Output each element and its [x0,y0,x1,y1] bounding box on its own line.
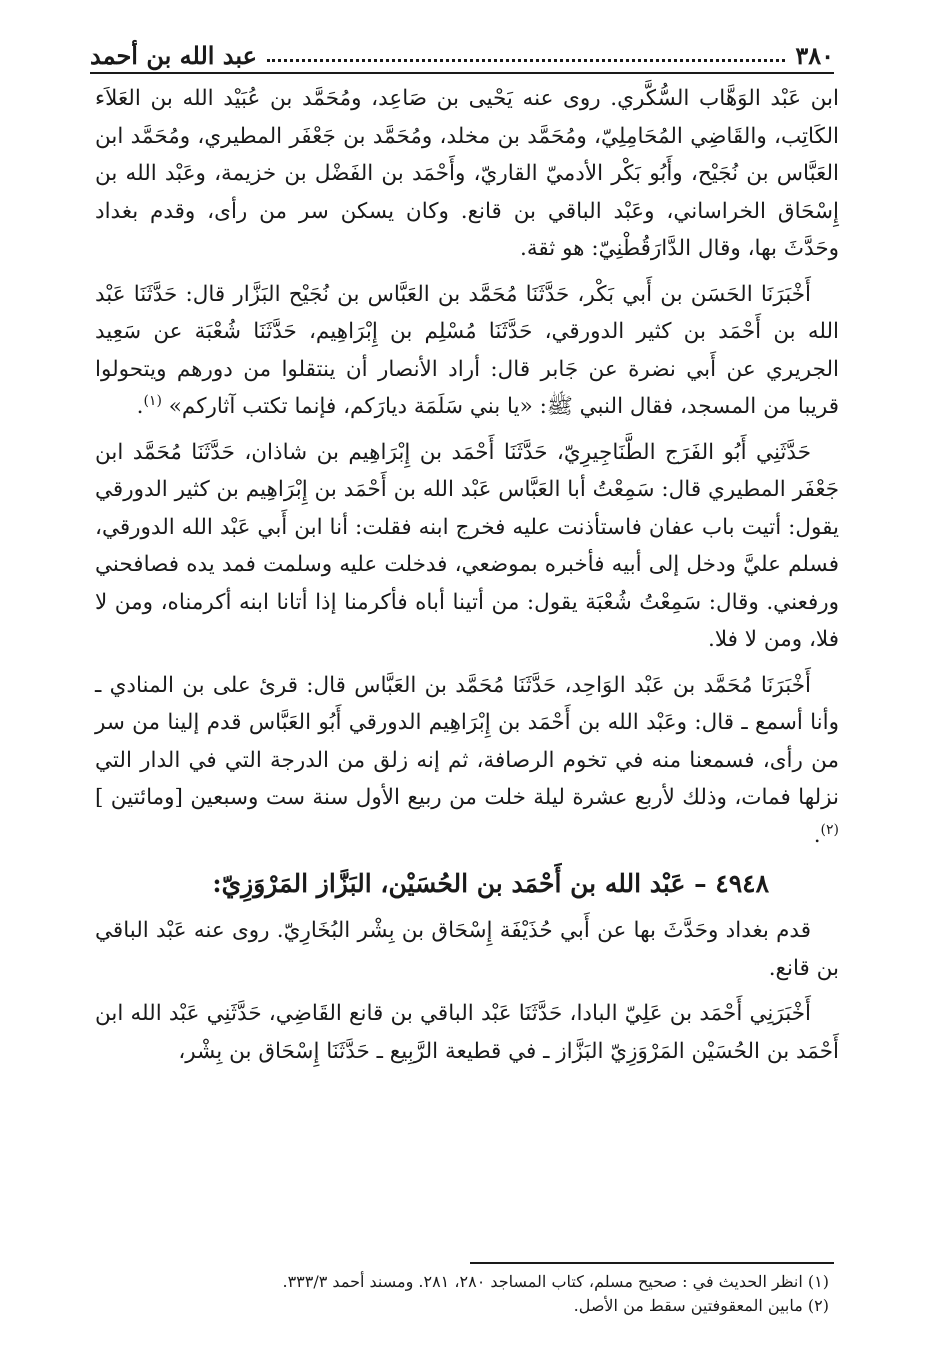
running-title: عبد الله بن أحمد [90,41,257,70]
footnote-rule [470,1262,834,1264]
paragraph: ابن عَبْد الوَهَّاب السُّكَّري. روى عنه يَحْيى بن صَاعِد، ومُحَمَّد بن عُبَيْد الله بن العَلاَء الكَاتِب، والقَاضِي المُحَامِلِيّ، ومُحَمَّد بن مخلد، ومُحَمَّد بن جَعْفَر المطيري، ومُحَمَّد ابن العَبَّاس بن نُجَيْح، وأَبُو بَكْر الأدميّ القاريّ، وأَحْمَد بن الفَضْل بن خزيمة، وعَبْد الله بن إِسْحَاق الخراساني، وعَبْد الباقي بن قانع. وكان يسكن سر من رأى، وقدم بغداد وحَدَّثَ بها، وقال الدَّارَقُطْنِيّ: هو ثقة. [95,86,839,261]
paragraph: قدم بغداد وحَدَّثَ بها عن أَبي حُذَيْفَة إِسْحَاق بن بِشْر البُخَارِيّ. روى عنه عَبْد الباقي بن قانع. [95,918,839,981]
footnote-ref: (١) [143,392,162,409]
paragraph: حَدَّثَنِي أَبُو الفَرَج الطَّنَاجِيرِيّ، حَدَّثَنَا أَحْمَد بن إِبْرَاهِيم بن شاذان، حَدَّثَنَا مُحَمَّد ابن جَعْفَر المطيري قال: سَمِعْتُ أبا العَبَّاس عَبْد الله بن أَحْمَد بن إِبْرَاهِيم بن كثير الدورقي يقول: أتيت باب عفان فاستأذنت عليه فخرج ابنه فقلت: أنا ابن أَبي عَبْد الله الدورقي، فسلم عليَّ ودخل إلى أبيه فأخبره بموضعي، فدخلت عليه وسلمت فمد يده فصافحني ورفعني. وقال: سَمِعْتُ شُعْبَة يقول: من أتينا أباه فأكرمنا إذا أتانا ابنه أكرمناه، ومن لا فلا، ومن لا فلا. [95,439,839,652]
page-header [90,30,834,70]
paragraph: أَخْبَرَنَا الحَسَن بن أَبي بَكْر، حَدَّثَنَا مُحَمَّد بن العَبَّاس بن نُجَيْح البَزَّار قال: حَدَّثَنَا عَبْد الله بن أَحْمَد بن كثير الدورقي، حَدَّثَنَا مُسْلِم بن إِبْرَاهِيم، حَدَّثَنَا شُعْبَة عن سَعِيد الجريري عن أَبي نضرة عن جَابر قال: أراد الأنصار أن ينتقلوا من دورهم ويتحولوا قريبا من المسجد، فقال النبي ﷺ: «يا بني سَلَمَة ديارَكم، فإنما تكتب آثاركم» $^{(١)}$. [95,281,839,419]
paragraph: أَخْبَرَنَا مُحَمَّد بن عَبْد الوَاحِد، حَدَّثَنَا مُحَمَّد بن العَبَّاس قال: قرئ على بن المنادي ـ وأنا أسمع ـ قال: وعَبْد الله بن أَحْمَد بن إِبْرَاهِيم الدورقي أَبُو العَبَّاس قدم إلينا من سر من رأى، فسمعنا منه في تخوم الرصافة، ثم إنه زلق من الدرجة التي في الدار التي نزلها فمات، وذلك لأربع عشرة ليلة خلت من ربيع الأول سنة ست وسبعين [ومائتين ] $^{(٢)}$. [95,672,839,848]
page-body [95,80,839,1078]
paragraph: أَخْبَرَنِي أَحْمَد بن عَلِيّ البادا، حَدَّثَنَا عَبْد الباقي بن قانع القَاضِي، حَدَّثَنِي عَبْد الله ابن أَحْمَد بن الحُسَيْن المَرْوَزِيّ البَزَّاز ـ في قطيعة الرَّبِيع ـ حَدَّثَنَا إِسْحَاق بن بِشْر، [95,1001,839,1064]
footnote-ref: (٢) [820,821,839,838]
entry-heading: ٤٩٤٨ – عَبْد الله بن أَحْمَد بن الحُسَيْن، البَزَّاز المَرْوَزِيّ: [212,869,769,898]
page-number: ٣٨٠ [795,41,834,70]
footnotes [110,1270,829,1318]
header-rule [90,72,834,74]
header-dot-leader [267,59,785,62]
footnote: (١) انظر الحديث في : صحيح مسلم، كتاب المساجد ٢٨٠، ٢٨١. ومسند أحمد ٣٣٣/٣. [282,1272,829,1291]
footnote: (٢) مابين المعقوفتين سقط من الأصل. [573,1296,829,1315]
